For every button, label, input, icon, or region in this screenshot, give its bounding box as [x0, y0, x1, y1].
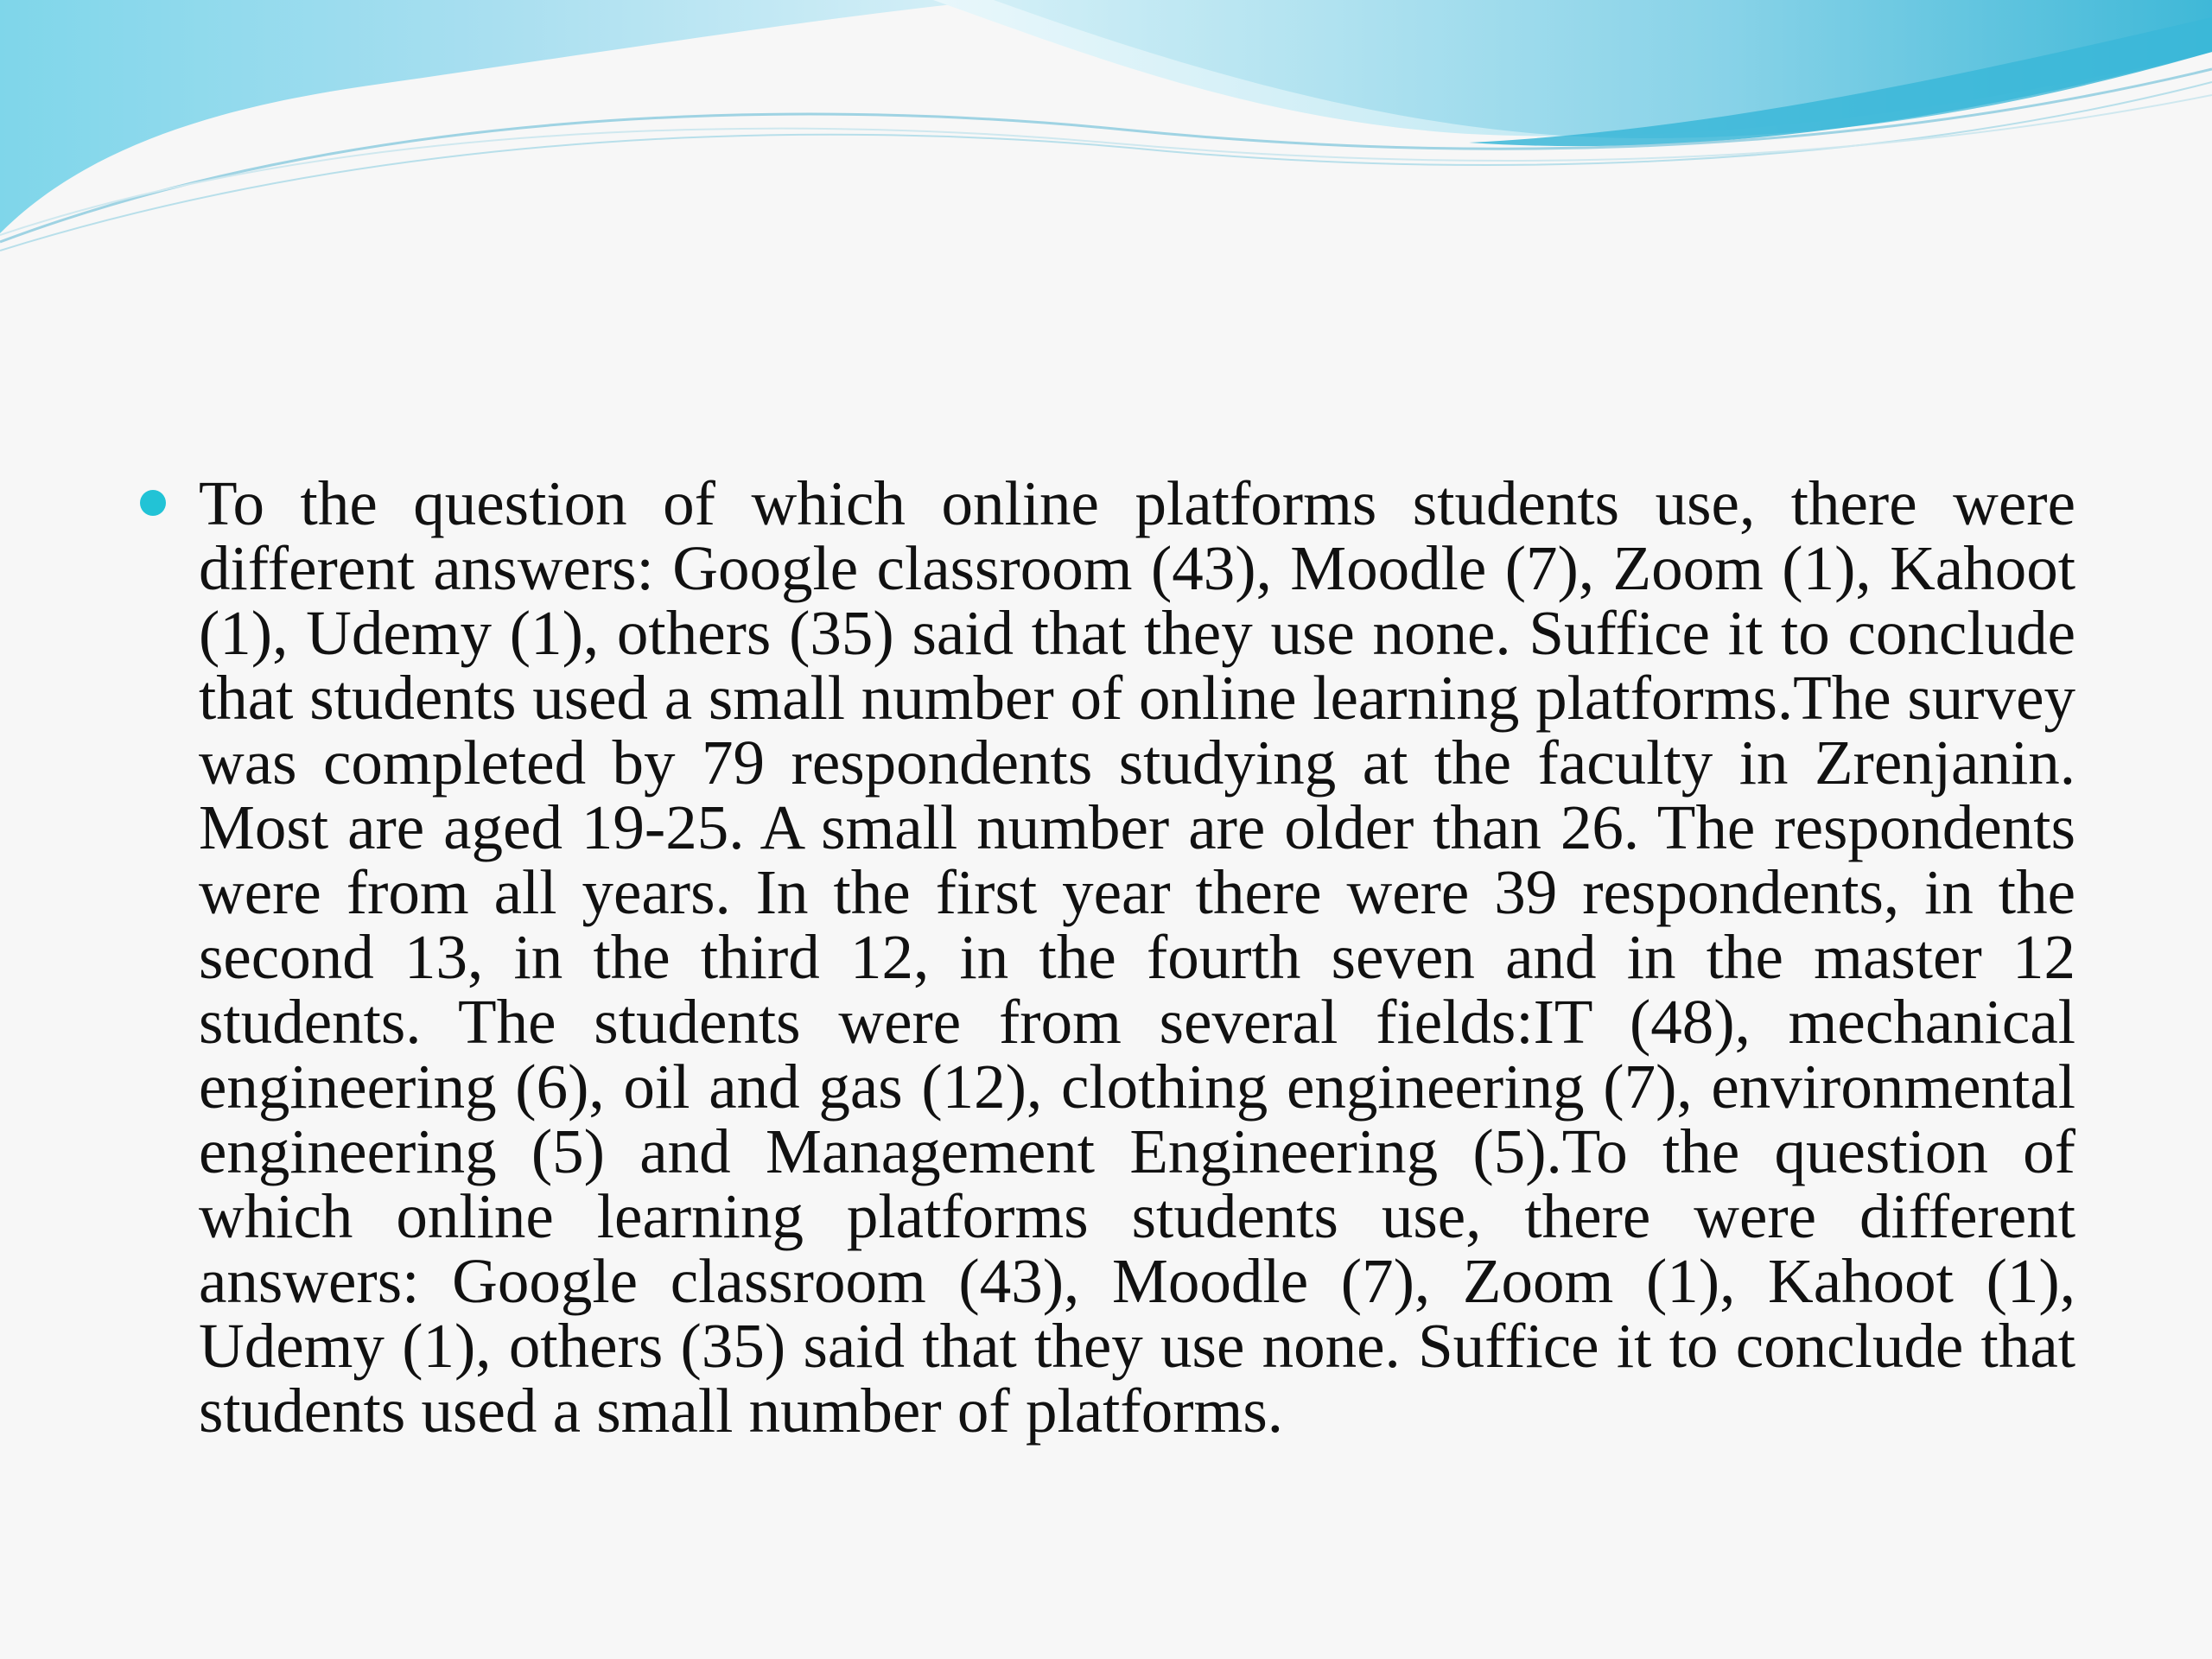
slide-body [140, 468, 2075, 1446]
bullet-dot-icon [140, 490, 166, 516]
wave-left-fill [0, 0, 994, 233]
bullet-item [140, 468, 2075, 1446]
bullet-text: To the question of which online platforms students use, there were different answers: Google classroom (43), Moodle (7), Zoom (1), Kahoot (1), Udemy (1), others (35) said that they use none. Suffice it to conclude that students used a small number of online learning platforms.The survey was completed by 79 respondents studying at the faculty in Zrenjanin. Most are aged 19-25. A small number are older than 26. The respondents were from all years. In the first year there were 39 respondents, in the second 13, in the third 12, in the fourth seven and in the master 12 students. The students were from several fields:IT (48), mechanical engineering (6), oil and gas (12), clothing engineering (7), environmental engineering (5) and Management Engineering (5).To the question of which online learning platforms students use, there were different answers: Google classroom (43), Moodle (7), Zoom (1), Kahoot (1), Udemy (1), others (35) said that they use none. Suffice it to conclude that students used a small number of platforms. [199, 468, 2075, 1446]
wave-header-decoration [0, 0, 2212, 259]
